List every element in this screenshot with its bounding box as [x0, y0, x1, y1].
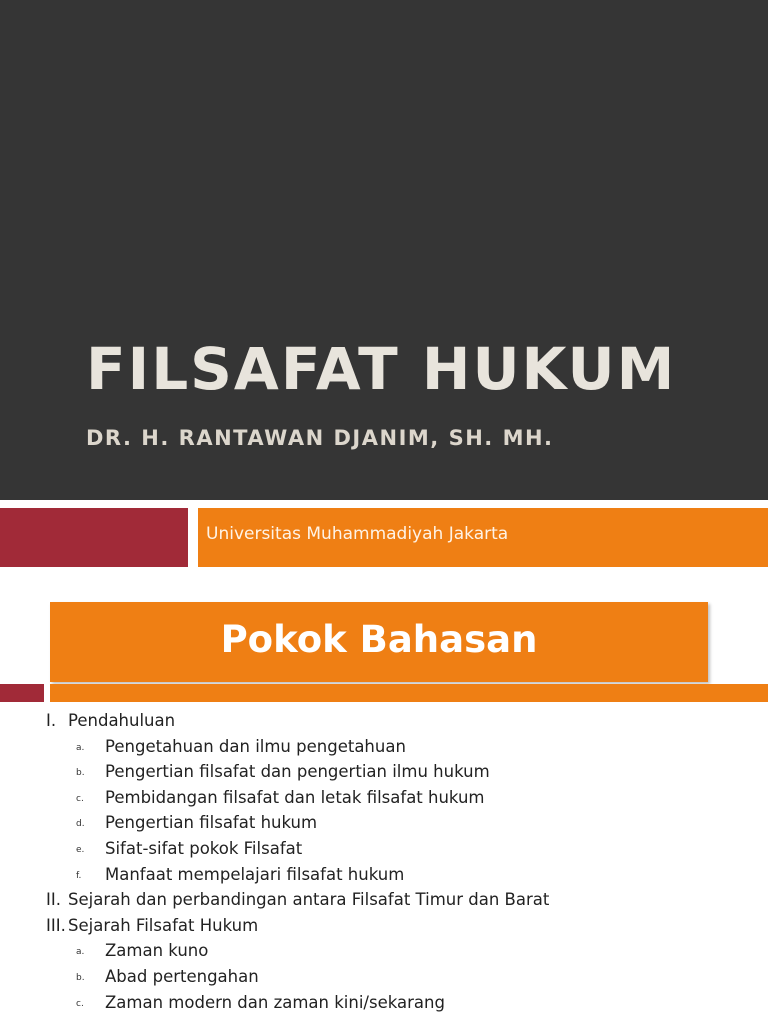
- subitem-letter: c.: [76, 793, 84, 804]
- section-title: Pokok Bahasan: [220, 618, 538, 661]
- outline-subitem: [46, 734, 549, 760]
- subitem-text: Sifat-sifat pokok Filsafat: [105, 838, 303, 858]
- accent-band-red-2: [0, 684, 44, 702]
- outline-subitem: [46, 785, 549, 811]
- subitem-letter: b.: [76, 972, 85, 983]
- subitem-text: Pengetahuan dan ilmu pengetahuan: [105, 736, 406, 756]
- topic-outline: [46, 708, 549, 1015]
- subitem-letter: f.: [76, 870, 82, 881]
- outline-subitem: [46, 862, 549, 888]
- subitem-text: Zaman modern dan zaman kini/sekarang: [105, 992, 445, 1012]
- subitem-text: Pembidangan filsafat dan letak filsafat hukum: [105, 787, 485, 807]
- subitem-letter: b.: [76, 768, 85, 779]
- outline-text: Pendahuluan: [68, 711, 176, 730]
- outline-subitem: [46, 810, 549, 836]
- outline-item: [46, 913, 549, 1015]
- slide-title: FILSAFAT HUKUM: [86, 335, 677, 403]
- outline-subitem: [46, 990, 549, 1016]
- outline-text: Sejarah dan perbandingan antara Filsafat Timur dan Barat: [68, 890, 550, 910]
- outline-number: I.: [46, 711, 57, 730]
- subitem-text: Abad pertengahan: [105, 966, 259, 986]
- outline-item: [46, 708, 549, 887]
- outline-main-item: [46, 887, 549, 913]
- subitem-letter: e.: [76, 844, 85, 855]
- outline-number: II.: [46, 890, 61, 910]
- title-slide-background: [0, 0, 768, 500]
- outline-subitem: [46, 836, 549, 862]
- subitem-letter: d.: [76, 819, 85, 830]
- subitem-text: Manfaat mempelajari filsafat hukum: [105, 864, 405, 884]
- outline-subitem: [46, 938, 549, 964]
- outline-item: [46, 887, 549, 913]
- outline-number: III.: [46, 915, 66, 935]
- outline-sublist: [46, 938, 549, 1015]
- outline-subitem: [46, 759, 549, 785]
- subitem-text: Pengertian filsafat dan pengertian ilmu hukum: [105, 762, 490, 782]
- outline-subitem: [46, 964, 549, 990]
- subitem-text: Pengertian filsafat hukum: [105, 813, 318, 833]
- outline-main-item: [46, 708, 549, 734]
- accent-band-orange-2: [50, 684, 768, 702]
- accent-band-red: [0, 508, 188, 567]
- university-name: Universitas Muhammadiyah Jakarta: [206, 524, 509, 544]
- slide-subtitle: DR. H. RANTAWAN DJANIM, SH. MH.: [86, 426, 554, 450]
- subitem-text: Zaman kuno: [105, 941, 209, 961]
- subitem-letter: c.: [76, 998, 84, 1009]
- subitem-letter: a.: [76, 742, 85, 753]
- outline-main-item: [46, 913, 549, 939]
- subitem-letter: a.: [76, 947, 85, 958]
- outline-text: Sejarah Filsafat Hukum: [68, 915, 259, 935]
- outline-sublist: [46, 734, 549, 888]
